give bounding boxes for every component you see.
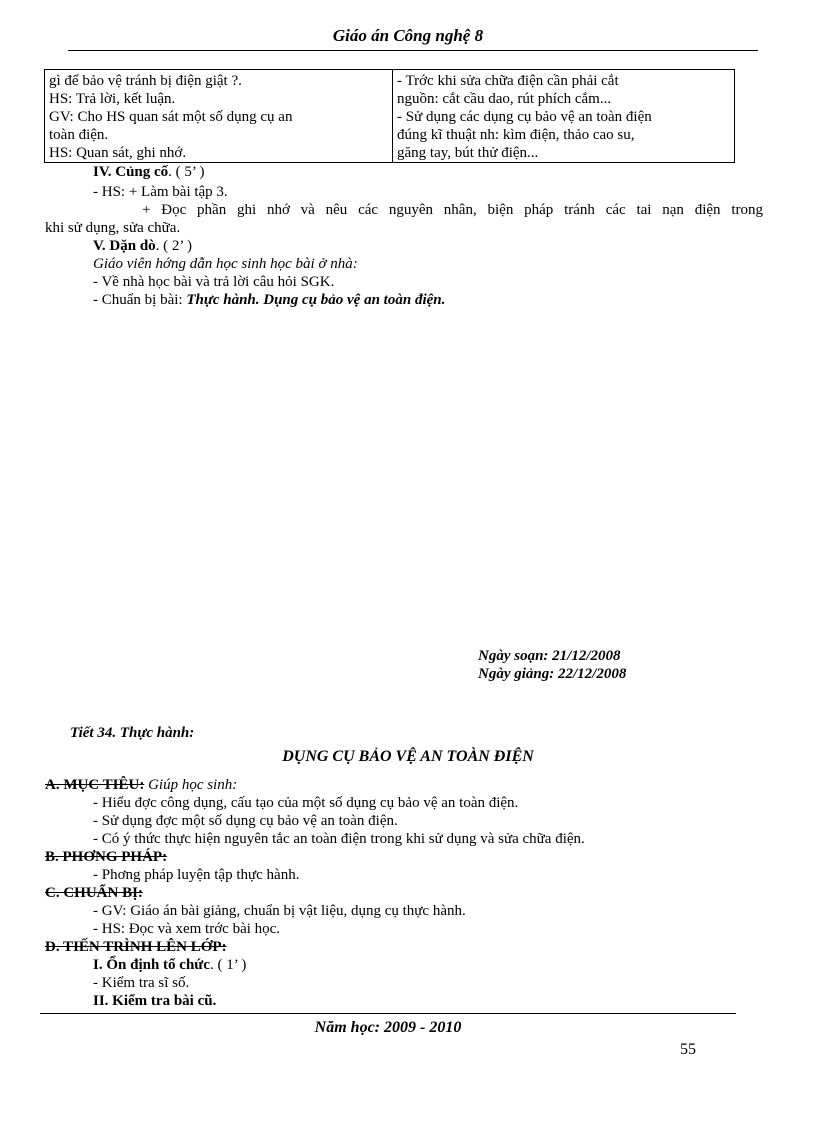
- method-item: - Phơng pháp luyện tập thực hành.: [93, 867, 300, 883]
- date-taught: Ngày giảng: 22/12/2008: [478, 666, 627, 682]
- activity-table: [44, 69, 735, 163]
- dando-heading: V. Dặn dò. ( 2’ ): [93, 238, 193, 254]
- header-rule: [68, 50, 758, 51]
- objective-item: - Có ý thức thực hiện nguyên tắc an toàn điện trong khi sử dụng và sửa chữa điện.: [93, 831, 585, 847]
- footer-rule: [40, 1013, 736, 1014]
- school-year: Năm học: 2009 - 2010: [314, 1019, 462, 1036]
- date-prepared: Ngày soạn: 21/12/2008: [478, 648, 621, 664]
- cungco-line: - HS: + Làm bài tập 3.: [93, 184, 228, 200]
- lesson-title: DỤNG CỤ BẢO VỆ AN TOÀN ĐIỆN: [282, 748, 534, 765]
- table-right-line: găng tay, bút thử điện...: [397, 145, 539, 161]
- stabilize-class-heading: I. Ổn định tổ chức. ( 1’ ): [93, 957, 247, 973]
- table-left-line: toàn điện.: [49, 127, 109, 143]
- table-right-line: đúng kĩ thuật nh: kìm điện, thảo cao su,: [397, 127, 635, 143]
- dando-intro: Giáo viên hớng dẫn học sinh học bài ở nhà:: [93, 256, 358, 272]
- table-right-line: - Trớc khi sửa chữa điện cần phải cắt: [397, 73, 619, 89]
- review-heading: II. Kiểm tra bài cũ.: [93, 993, 217, 1009]
- table-left-line: GV: Cho HS quan sát một số dụng cụ an: [49, 109, 293, 125]
- objectives-heading: A. MỤC TIÊU: Giúp học sinh:: [45, 777, 238, 793]
- table-left-line: HS: Trả lời, kết luận.: [49, 91, 176, 107]
- teacher-student-column: [45, 70, 393, 163]
- preparation-heading: C. CHUẨN BỊ:: [45, 885, 143, 901]
- procedure-heading: D. TIẾN TRÌNH LÊN LỚP:: [45, 939, 227, 955]
- dando-line: - Về nhà học bài và trả lời câu hỏi SGK.: [93, 274, 335, 290]
- preparation-item: - HS: Đọc và xem trớc bài học.: [93, 921, 281, 937]
- lesson-period: Tiết 34. Thực hành:: [70, 725, 195, 741]
- cungco-line: khi sử dụng, sửa chữa.: [45, 220, 181, 236]
- table-left-line: HS: Quan sát, ghi nhớ.: [49, 145, 187, 161]
- table-right-line: - Sử dụng các dụng cụ bảo vệ an toàn điện: [397, 109, 652, 125]
- page-header-title: Giáo án Công nghệ 8: [332, 26, 484, 45]
- cungco-heading: IV. Củng cố. ( 5’ ): [93, 164, 205, 180]
- method-heading: B. PHƠNG PHÁP:: [45, 849, 168, 865]
- preparation-item: - GV: Giáo án bài giảng, chuẩn bị vật liệu, dụng cụ thực hành.: [93, 903, 466, 919]
- table-left-line: gì để bảo vệ tránh bị điện giật ?.: [49, 73, 242, 89]
- objective-item: - Hiểu đợc công dụng, cấu tạo của một số dụng cụ bảo vệ an toàn điện.: [93, 795, 519, 811]
- dando-line: - Chuẩn bị bài: Thực hành. Dụng cụ bảo vệ an toàn điện.: [93, 292, 446, 308]
- objective-item: - Sử dụng đợc một số dụng cụ bảo vệ an toàn điện.: [93, 813, 398, 829]
- table-right-line: nguồn: cắt cầu dao, rút phích cắm...: [397, 91, 612, 107]
- page-number: 55: [680, 1041, 696, 1058]
- content-column: [393, 70, 735, 163]
- cungco-line: + Đọc phần ghi nhớ và nêu các nguyên nhân, biện pháp tránh các tai nạn điện trong: [142, 202, 763, 218]
- attendance-check: - Kiểm tra sĩ số.: [93, 975, 190, 991]
